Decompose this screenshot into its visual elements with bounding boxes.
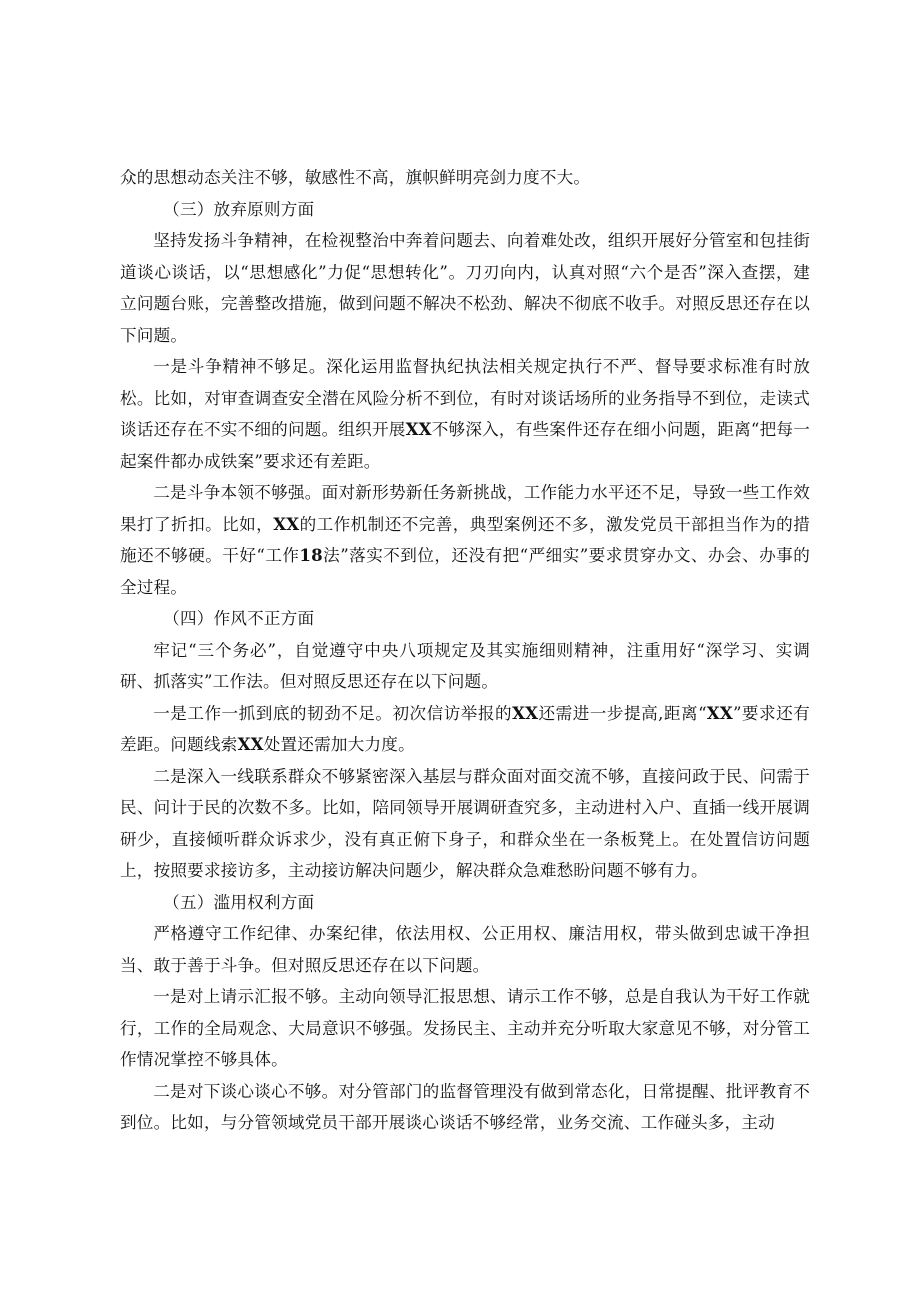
section-heading-5: （五）滥用权利方面 — [163, 892, 315, 912]
paragraph: 牢记“三个务必”，自觉遵守中央八项规定及其实施细则精神，注重用好“深学习、实调研、抓落实”工作法。但对照反思还存在以下问题。 — [120, 640, 810, 691]
paragraph: 一是斗争精神不够足。深化运用监督执纪执法相关规定执行不严、督导要求标准有时放松。比如，对审查调查安全潜在风险分析不到位，有时对谈话场所的业务指导不到位，走读式谈话还存在不实不细的问题。组织开展XX不够深入，有些案件还存在细小问题，距离“把每一起案件都办成铁案”要求还有差距。 — [120, 357, 810, 471]
paragraph: 一是对上请示汇报不够。主动向领导汇报思想、请示工作不够，总是自我认为干好工作就行，工作的全局观念、大局意识不够强。发扬民主、主动并充分听取大家意见不够，对分管工作情况掌控不够具体。 — [120, 987, 810, 1069]
paragraph: 坚持发扬斗争精神，在检视整治中奔着问题去、向着难处改，组织开展好分管室和包挂街道谈心谈话，以“思想感化”力促“思想转化”。刀刃向内，认真对照“六个是否”深入查摆，建立问题台账，完善整改措施，做到问题不解决不松劲、解决不彻底不收手。对照反思还存在以下问题。 — [120, 231, 810, 345]
paragraph: 二是斗争本领不够强。面对新形势新任务新挑战，工作能力水平还不足，导致一些工作效果打了折扣。比如，XX的工作机制还不完善，典型案例还不多，激发党员干部担当作为的措施还不够硬。干好“工作18法”落实不到位，还没有把“严细实”要求贯穿办文、办会、办事的全过程。 — [120, 483, 811, 597]
section-heading-4: （四）作风不正方面 — [163, 609, 315, 628]
document-page — [120, 162, 810, 1139]
section-heading-3: （三）放弃原则方面 — [163, 199, 315, 219]
paragraph: 一是工作一抓到底的韧劲不足。初次信访举报的XX还需进一步提高,距离“XX”要求还有差距。问题线索XX处置还需加大力度。 — [120, 702, 810, 754]
paragraph: 二是对下谈心谈心不够。对分管部门的监督管理没有做到常态化，日常提醒、批评教育不到位。比如，与分管领域党员干部开展谈心谈话不够经常，业务交流、工作碰头多，主动 — [120, 1081, 810, 1132]
paragraph: 严格遵守工作纪律、办案纪律，依法用权、公正用权、廉洁用权，带头做到忠诚干净担当、敢于善于斗争。但对照反思还存在以下问题。 — [120, 924, 810, 975]
paragraph: 二是深入一线联系群众不够紧密深入基层与群众面对面交流不够，直接问政于民、问需于民、问计于民的次数不多。比如，陪同领导开展调研查究多，主动进村入户、直插一线开展调研少，直接倾听群众诉求少，没有真正俯下身子，和群众坐在一条板凳上。在处置信访问题上，按照要求接访多，主动接访解决问题少，解决群众急难愁盼问题不够有力。 — [120, 766, 810, 880]
paragraph-continuation: 众的思想动态关注不够，敏感性不高，旗帜鲜明亮剑力度不大。 — [120, 168, 591, 187]
